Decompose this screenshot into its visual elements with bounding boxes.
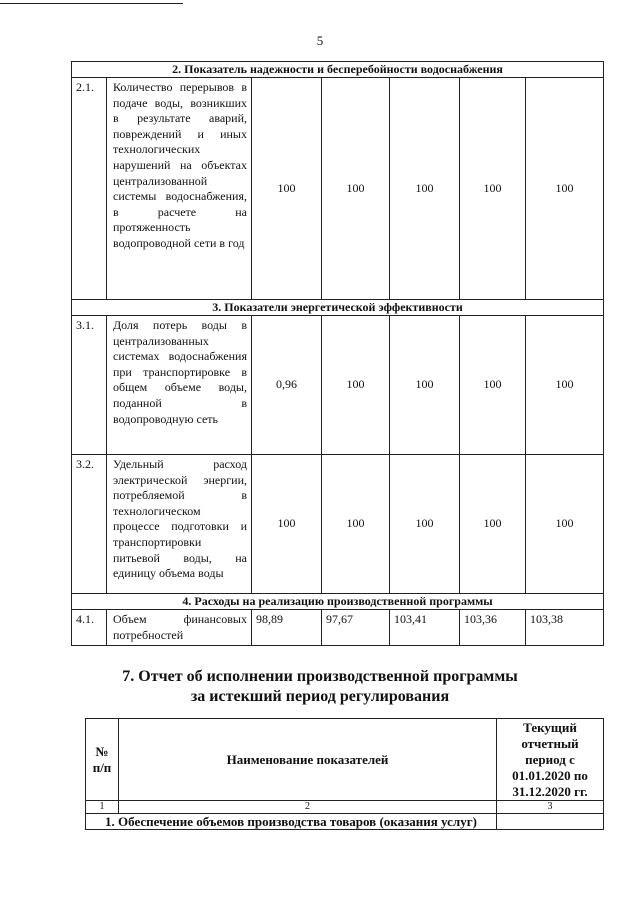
empty-cell bbox=[497, 814, 604, 830]
section-row bbox=[72, 300, 604, 316]
table-row bbox=[72, 610, 604, 646]
col-header-name: Наименование показателей bbox=[119, 719, 497, 801]
value-cell: 100 bbox=[252, 78, 322, 300]
value-cell: 100 bbox=[460, 455, 526, 594]
section-title: 2. Показатель надежности и бесперебойности водоснабжения bbox=[72, 62, 604, 78]
row-number: 4.1. bbox=[72, 610, 107, 646]
col-number: 3 bbox=[497, 801, 604, 814]
indicator-name: Объем финансовых потребностей bbox=[107, 610, 252, 646]
table-row bbox=[72, 316, 604, 455]
row-number: 3.2. bbox=[72, 455, 107, 594]
value-cell: 100 bbox=[322, 78, 390, 300]
value-cell: 100 bbox=[460, 78, 526, 300]
section-title: 1. Обеспечение объемов производства товаров (оказания услуг) bbox=[86, 814, 497, 830]
value-cell: 100 bbox=[252, 455, 322, 594]
indicators-table bbox=[71, 61, 604, 646]
page-number: 5 bbox=[316, 33, 324, 48]
col-number: 2 bbox=[119, 801, 497, 814]
value-cell: 103,41 bbox=[390, 610, 460, 646]
section-row bbox=[72, 62, 604, 78]
value-cell: 100 bbox=[390, 455, 460, 594]
value-cell: 100 bbox=[526, 455, 604, 594]
header-row bbox=[86, 719, 604, 801]
value-cell: 100 bbox=[390, 78, 460, 300]
value-cell: 100 bbox=[322, 455, 390, 594]
report-title-line2: за истекший период регулирования bbox=[190, 688, 450, 705]
value-cell: 100 bbox=[460, 316, 526, 455]
table-row bbox=[72, 78, 604, 300]
table-row bbox=[72, 455, 604, 594]
header-rule bbox=[0, 3, 183, 4]
row-number: 3.1. bbox=[72, 316, 107, 455]
section-title: 4. Расходы на реализацию производственной программы bbox=[72, 594, 604, 610]
value-cell: 0,96 bbox=[252, 316, 322, 455]
indicator-name: Удельный расход электрической энергии, потребляемой в технологическом процессе подготовки и транспортировки питьевой воды, на единицу объема воды bbox=[107, 455, 252, 594]
report-title-line1: 7. Отчет об исполнении производственной программы bbox=[122, 668, 518, 685]
value-cell: 103,36 bbox=[460, 610, 526, 646]
section-title: 3. Показатели энергетической эффективности bbox=[72, 300, 604, 316]
value-cell: 100 bbox=[322, 316, 390, 455]
indicator-name: Количество перерывов в подаче воды, возникших в результате аварий, повреждений и иных технологических нарушений на объектах централизованной системы водоснабжения, в расчете на протяженность водопроводной сети в год bbox=[107, 78, 252, 300]
value-cell: 100 bbox=[526, 78, 604, 300]
col-number: 1 bbox=[86, 801, 119, 814]
value-cell: 100 bbox=[526, 316, 604, 455]
col-header-number: № п/п bbox=[86, 719, 119, 801]
row-number: 2.1. bbox=[72, 78, 107, 300]
value-cell: 103,38 bbox=[526, 610, 604, 646]
report-table bbox=[85, 718, 604, 830]
value-cell: 97,67 bbox=[322, 610, 390, 646]
value-cell: 100 bbox=[390, 316, 460, 455]
value-cell: 98,89 bbox=[252, 610, 322, 646]
col-header-period: Текущий отчетный период с 01.01.2020 по 31.12.2020 гг. bbox=[497, 719, 604, 801]
column-numbers-row bbox=[86, 801, 604, 814]
section-row bbox=[72, 594, 604, 610]
section-row bbox=[86, 814, 604, 830]
indicator-name: Доля потерь воды в централизованных системах водоснабжения при транспортировке в общем объеме воды, поданной в водопроводную сеть bbox=[107, 316, 252, 455]
